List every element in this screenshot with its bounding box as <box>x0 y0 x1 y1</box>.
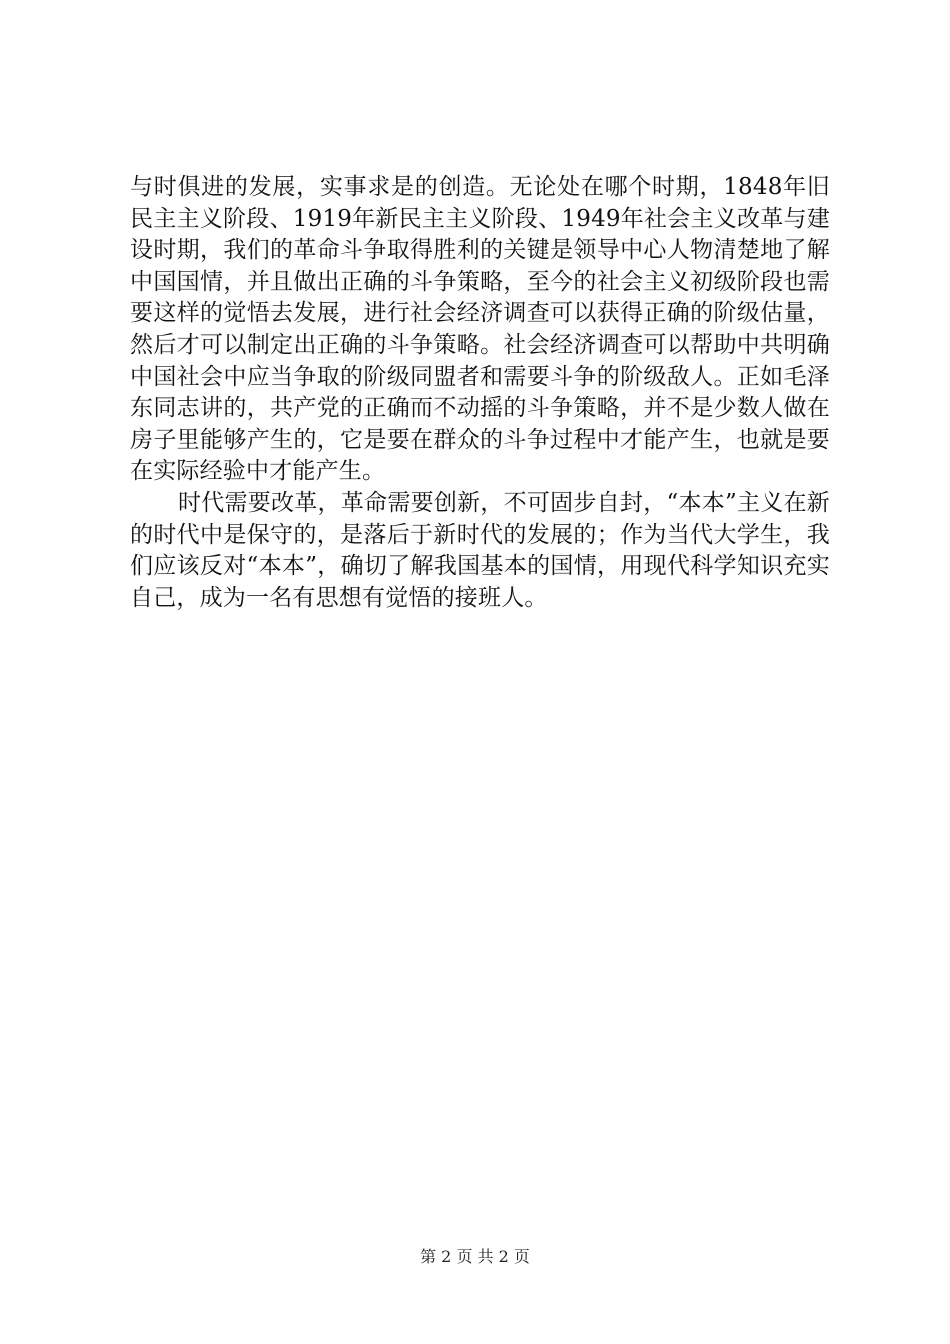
page-number-footer: 第 2 页 共 2 页 <box>420 1247 530 1266</box>
paragraph-2: 时代需要改革，革命需要创新，不可固步自封，“本本”主义在新的时代中是保守的，是落后于新时代的发展的；作为当代大学生，我们应该反对“本本”，确切了解我国基本的国情，用现代科学知识充实自己，成为一名有思想有觉悟的接班人。 <box>130 489 830 611</box>
document-body <box>130 172 830 614</box>
paragraph-1: 与时俱进的发展，实事求是的创造。无论处在哪个时期，1848年旧民主主义阶段、1919年新民主主义阶段、1949年社会主义改革与建设时期，我们的革命斗争取得胜利的关键是领导中心人物清楚地了解中国国情，并且做出正确的斗争策略，至今的社会主义初级阶段也需要这样的觉悟去发展，进行社会经济调查可以获得正确的阶级估量，然后才可以制定出正确的斗争策略。社会经济调查可以帮助中共明确中国社会中应当争取的阶级同盟者和需要斗争的阶级敌人。正如毛泽东同志讲的，共产党的正确而不动摇的斗争策略，并不是少数人做在房子里能够产生的，它是要在群众的斗争过程中才能产生，也就是要在实际经验中才能产生。 <box>130 174 830 485</box>
